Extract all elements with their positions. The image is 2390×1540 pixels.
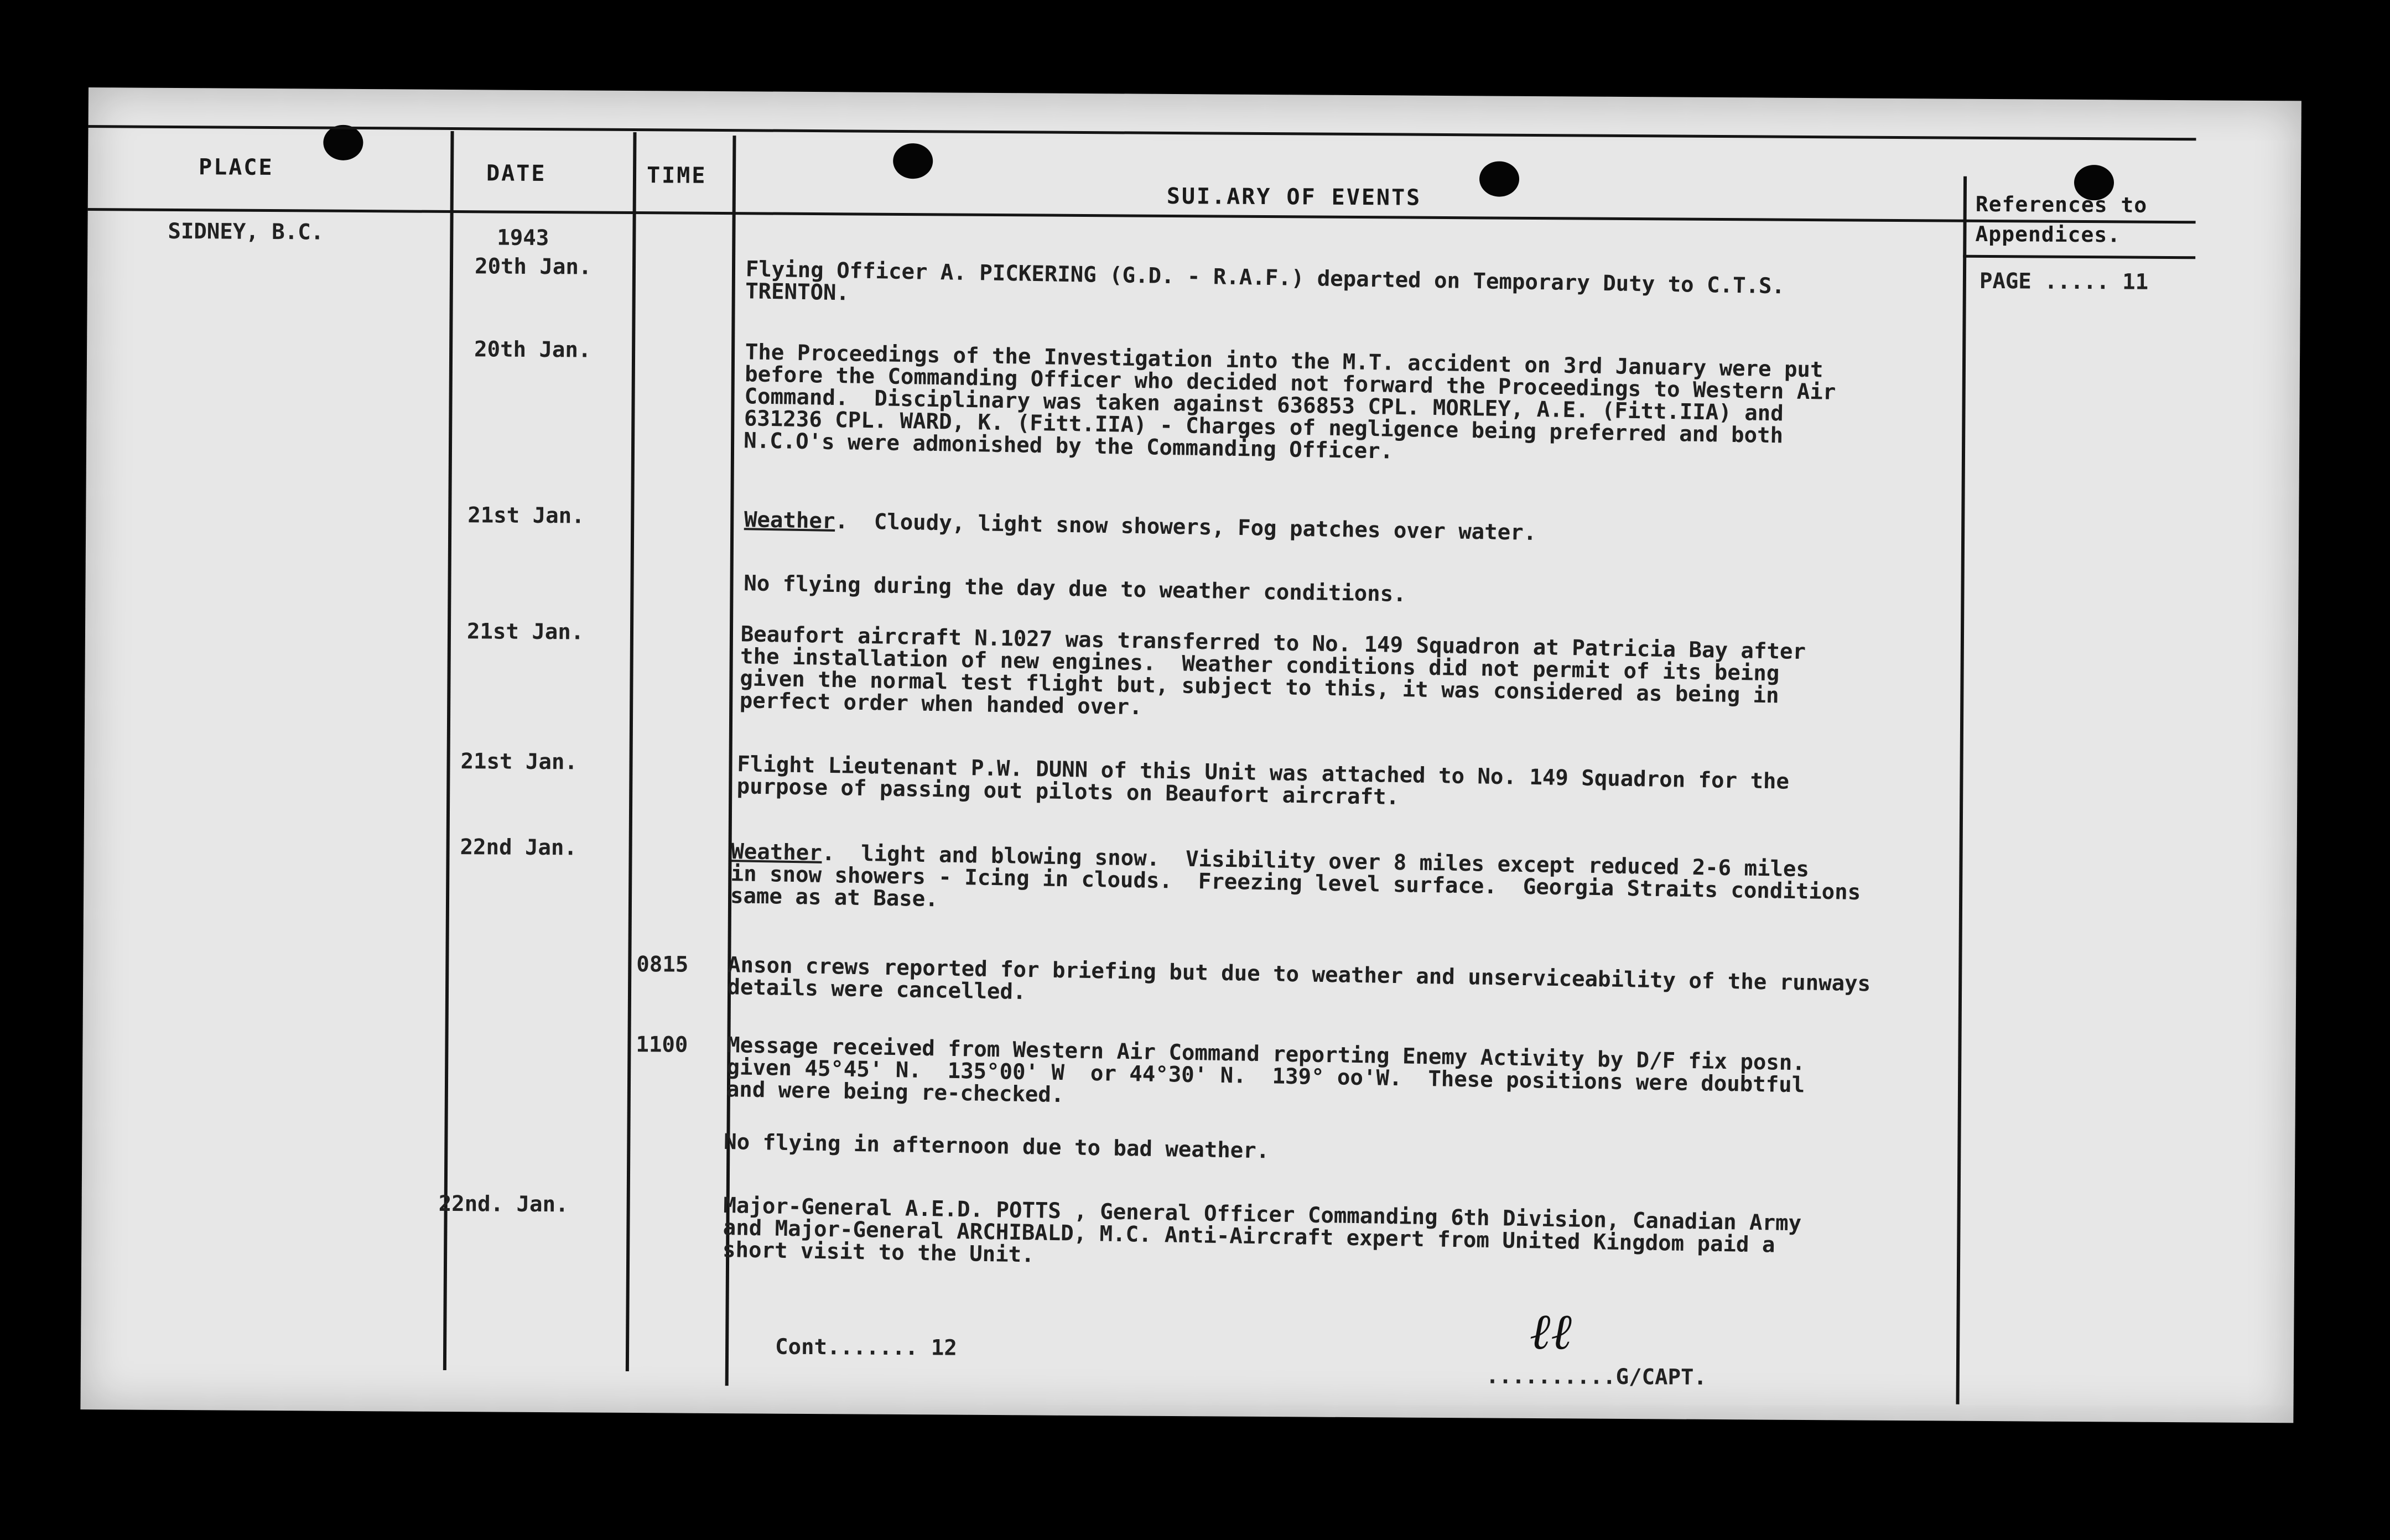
entry-text: No flying in afternoon due to bad weather. — [723, 1130, 1270, 1164]
punch-hole — [1479, 161, 1519, 196]
entry-date: 20th Jan. — [474, 254, 592, 280]
header-references-1: References to — [1975, 191, 2148, 217]
year: 1943 — [497, 225, 549, 251]
header-time: TIME — [646, 163, 707, 189]
entry-date: 21st Jan. — [460, 749, 578, 775]
date-column-left-rule — [443, 131, 454, 1370]
entry-date: 21st Jan. — [466, 619, 584, 645]
entry-date: 22nd. Jan. — [438, 1191, 569, 1218]
punch-hole — [893, 143, 933, 179]
references-column-left-rule — [1956, 176, 1967, 1404]
page-reference: PAGE ..... 11 — [1979, 268, 2149, 295]
entry-time: 0815 — [636, 952, 689, 977]
continued-note: Cont....... 12 — [775, 1334, 957, 1361]
entry-weather — [730, 841, 1861, 926]
header-bottom-rule — [88, 208, 2196, 223]
references-rule — [1963, 255, 2195, 259]
entry-text: . Cloudy, light snow showers, Fog patches over water. — [835, 508, 1537, 545]
entry-text: Flying Officer A. PICKERING (G.D. - R.A.F.) departed on Temporary Duty to C.T.S. TRENTON. — [745, 257, 1785, 306]
entry-text: Anson crews reported for briefing but due to weather and unserviceability of the runways details were cancelled. — [727, 953, 1871, 1005]
header-top-rule — [89, 125, 2196, 141]
header-references-2: Appendices. — [1975, 221, 2121, 247]
entry-text: . light and blowing snow. Visibility over 8 miles except reduced 2-6 miles in snow showers - Icing in clouds. Freezing level surface. Georgia Straits conditions same as at Base. — [730, 840, 1861, 912]
entry-text: Major-General A.E.D. POTTS , General Officer Commanding 6th Division, Canadian Army and Major-General ARCHIBALD, M.C. Anti-Aircraft expert from United Kingdom paid a short visit to the Unit. — [722, 1193, 1802, 1268]
header-date: DATE — [486, 160, 547, 187]
weather-heading: Weather — [731, 839, 823, 866]
entry-date: 20th Jan. — [474, 337, 591, 363]
time-column-left-rule — [626, 132, 637, 1371]
header-summary-of-events: SUI.ARY OF EVENTS — [1166, 183, 1422, 211]
signature-line: ..........G/CAPT. — [1485, 1364, 1707, 1390]
entry-weather — [744, 509, 1537, 544]
weather-heading: Weather — [744, 507, 835, 534]
header-place: PLACE — [198, 154, 274, 181]
entry-date: 21st Jan. — [467, 503, 585, 529]
entry-text: Flight Lieutenant P.W. DUNN of this Unit was attached to No. 149 Squadron for the purpose of passing out pilots on Beaufort aircraft. — [736, 752, 1790, 810]
entry-date: 22nd Jan. — [460, 835, 578, 861]
entry-text: Message received from Western Air Command reporting Enemy Activity by D/F fix posn. given 45°45' N. 135°00' W or 44°30' N. 139° oo'W. These positions were doubtful and were being re-checked. — [726, 1033, 1806, 1108]
signature-mark: ℓℓ — [1530, 1302, 1573, 1361]
punch-hole — [323, 125, 363, 160]
place-name: SIDNEY, B.C. — [168, 218, 324, 245]
entry-time: 1100 — [636, 1032, 688, 1058]
entry-text: Beaufort aircraft N.1027 was transferred to No. 149 Squadron at Patricia Bay after the installation of new engines. Weather conditions did not permit of its being given the normal test flight but, subject to this, it was considered as being in perfect order when handed over. — [739, 622, 1806, 720]
war-diary-sheet — [80, 87, 2301, 1423]
entry-text: No flying during the day due to weather conditions. — [743, 571, 1407, 607]
entry-text: The Proceedings of the Investigation into the M.T. accident on 3rd January were put before the Commanding Officer who decided not forward the Proceedings to Western Air Command. Disciplinary was taken against 636853 CPL. MORLEY, A.E. (Fitt.IIA) and 631236 CPL. WARD, K. (Fitt.IIA) - Charges of negligence being preferred and both N.C.O's were admonished by the Commanding Officer. — [743, 340, 1836, 464]
